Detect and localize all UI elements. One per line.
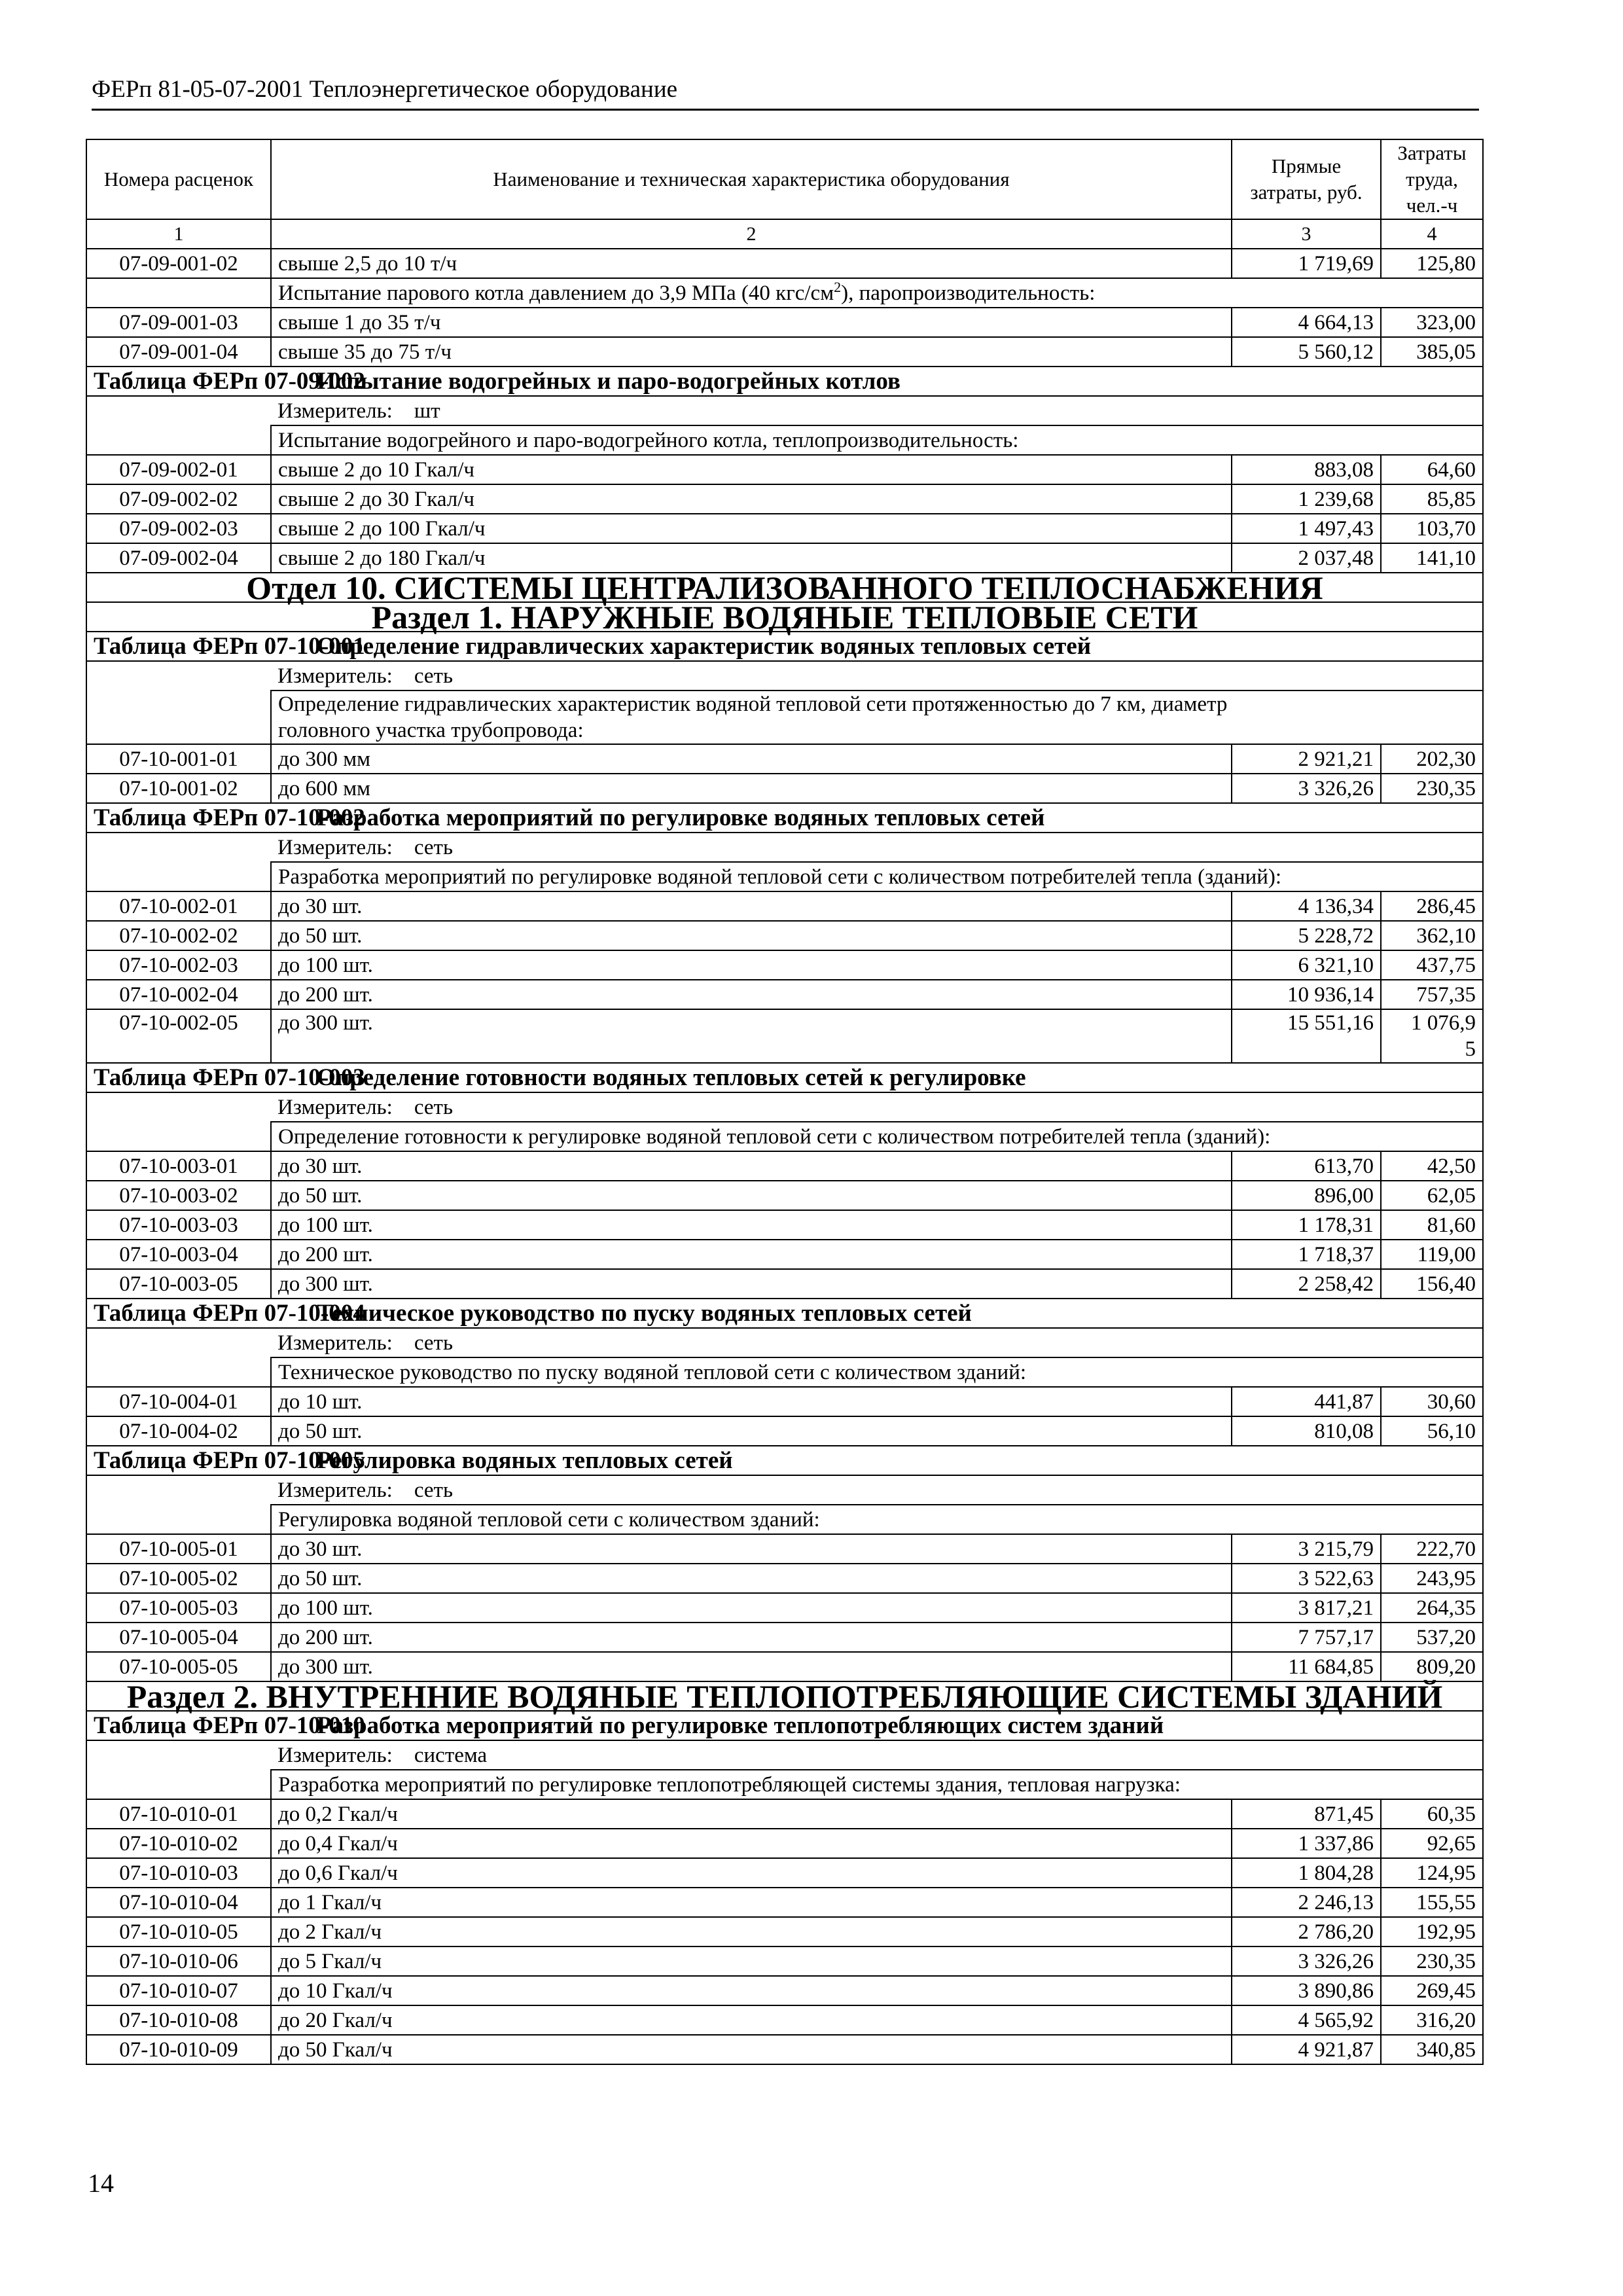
rate-code: 07-10-010-07 [86,1976,271,2005]
table-number: Таблица ФЕРп 07-10-004 [86,1299,271,1328]
rate-code: 07-10-003-01 [86,1151,271,1181]
labor-cost: 85,85 [1381,484,1483,514]
table-title-row [86,803,1483,833]
section-heading-row [86,1681,1483,1711]
direct-cost: 896,00 [1232,1181,1381,1210]
direct-cost: 1 719,69 [1232,249,1381,278]
labor-cost: 385,05 [1381,337,1483,367]
labor-cost: 437,75 [1381,950,1483,980]
table-title: Разработка мероприятий по регулировке теплопотребляющих систем зданий [271,1711,1483,1740]
column-number: 2 [271,219,1232,249]
column-header-name: Наименование и техническая характеристика оборудования [271,139,1232,219]
table-row [86,1009,1483,1063]
rate-code: 07-10-005-04 [86,1623,271,1652]
description-row [86,1505,1483,1534]
labor-cost: 230,35 [1381,1946,1483,1976]
measure-text: Измеритель: шт [271,396,1483,425]
description-text: Разработка мероприятий по регулировке теплопотребляющей системы здания, тепловая нагрузка: [271,1770,1483,1799]
description-row [86,278,1483,308]
section-heading: Раздел 2. ВНУТРЕННИЕ ВОДЯНЫЕ ТЕПЛОПОТРЕБЛЯЮЩИЕ СИСТЕМЫ ЗДАНИЙ [86,1681,1483,1711]
rate-code: 07-10-010-04 [86,1888,271,1917]
table-row [86,744,1483,774]
rate-code: 07-10-010-06 [86,1946,271,1976]
rate-name: до 0,4 Гкал/ч [271,1829,1232,1858]
direct-cost: 1 239,68 [1232,484,1381,514]
rate-name: свыше 2 до 180 Гкал/ч [271,543,1232,573]
labor-cost: 316,20 [1381,2005,1483,2035]
table-number: Таблица ФЕРп 07-10-010 [86,1711,271,1740]
table-number: Таблица ФЕРп 07-10-002 [86,803,271,833]
rate-name: до 100 шт. [271,950,1232,980]
column-number: 4 [1381,219,1483,249]
direct-cost: 810,08 [1232,1416,1381,1446]
rate-code: 07-10-010-03 [86,1858,271,1888]
section-heading-row [86,573,1483,602]
labor-cost: 230,35 [1381,774,1483,803]
table-title: Разработка мероприятий по регулировке водяных тепловых сетей [271,803,1483,833]
table-row [86,1210,1483,1240]
table-row [86,2005,1483,2035]
rate-code: 07-09-002-03 [86,514,271,543]
description-text: Испытание парового котла давлением до 3,9 МПа (40 кгс/$см^2$), паропроизводительность: [271,278,1483,308]
rate-code: 07-10-003-05 [86,1269,271,1299]
table-title-row [86,1063,1483,1092]
table-row [86,1387,1483,1416]
table-title-row [86,1711,1483,1740]
table-row [86,891,1483,921]
labor-cost: 362,10 [1381,921,1483,950]
rate-name: до 200 шт. [271,1240,1232,1269]
direct-cost: 15 551,16 [1232,1009,1381,1063]
labor-cost: 56,10 [1381,1416,1483,1446]
rate-name: до 200 шт. [271,1623,1232,1652]
rate-code: 07-10-003-03 [86,1210,271,1240]
rate-name: свыше 2,5 до 10 т/ч [271,249,1232,278]
table-row [86,1917,1483,1946]
labor-cost: 269,45 [1381,1976,1483,2005]
direct-cost: 2 786,20 [1232,1917,1381,1946]
labor-cost: 155,55 [1381,1888,1483,1917]
direct-cost: 441,87 [1232,1387,1381,1416]
labor-cost: 64,60 [1381,455,1483,484]
rate-code: 07-10-001-01 [86,744,271,774]
direct-cost: 871,45 [1232,1799,1381,1829]
table-row [86,1181,1483,1210]
rate-code: 07-10-010-05 [86,1917,271,1946]
table-row [86,774,1483,803]
labor-cost: 192,95 [1381,1917,1483,1946]
table-row [86,514,1483,543]
measure-text: Измеритель: система [271,1740,1483,1770]
measure-row [86,1092,1483,1122]
direct-cost: 3 326,26 [1232,774,1381,803]
labor-cost: 202,30 [1381,744,1483,774]
labor-cost: 264,35 [1381,1593,1483,1623]
table-header-row [86,139,1483,219]
table-title-row [86,632,1483,661]
direct-cost: 3 522,63 [1232,1564,1381,1593]
table-number: Таблица ФЕРп 07-09-002 [86,367,271,396]
description-text: Разработка мероприятий по регулировке водяной тепловой сети с количеством потребителей тепла (зданий): [271,862,1483,891]
description-row [86,1770,1483,1799]
column-number: 3 [1232,219,1381,249]
rate-name: до 0,6 Гкал/ч [271,1858,1232,1888]
table-row [86,1240,1483,1269]
rate-name: до 5 Гкал/ч [271,1946,1232,1976]
rate-name: до 100 шт. [271,1593,1232,1623]
rate-name: до 1 Гкал/ч [271,1888,1232,1917]
rate-code: 07-09-002-04 [86,543,271,573]
table-row [86,1799,1483,1829]
rate-code: 07-10-001-02 [86,774,271,803]
measure-row [86,1475,1483,1505]
direct-cost: 2 258,42 [1232,1269,1381,1299]
description-row [86,1357,1483,1387]
rate-name: свыше 2 до 100 Гкал/ч [271,514,1232,543]
rate-code: 07-10-010-09 [86,2035,271,2064]
direct-cost: 11 684,85 [1232,1652,1381,1681]
rate-code: 07-09-002-01 [86,455,271,484]
measure-text: Измеритель: сеть [271,1328,1483,1357]
rate-code: 07-10-005-03 [86,1593,271,1623]
rate-name: до 10 шт. [271,1387,1232,1416]
section-heading-row [86,602,1483,632]
table-title: Испытание водогрейных и паро-водогрейных котлов [271,367,1483,396]
labor-cost: 141,10 [1381,543,1483,573]
table-row [86,950,1483,980]
table-title-row [86,367,1483,396]
rate-code: 07-09-001-04 [86,337,271,367]
table-row [86,337,1483,367]
rate-code: 07-10-002-02 [86,921,271,950]
labor-cost: 757,35 [1381,980,1483,1009]
table-title-row [86,1299,1483,1328]
direct-cost: 4 565,92 [1232,2005,1381,2035]
labor-cost: 1 076,9 5 [1381,1009,1483,1063]
direct-cost: 7 757,17 [1232,1623,1381,1652]
section-heading: Раздел 1. НАРУЖНЫЕ ВОДЯНЫЕ ТЕПЛОВЫЕ СЕТИ [86,602,1483,632]
table-row [86,249,1483,278]
rate-code: 07-10-002-05 [86,1009,271,1063]
column-header-labor: Затраты труда, чел.-ч [1381,139,1483,219]
rates-table [86,139,1484,2065]
table-title: Определение готовности водяных тепловых сетей к регулировке [271,1063,1483,1092]
rate-name: до 10 Гкал/ч [271,1976,1232,2005]
table-title-row [86,1446,1483,1475]
labor-cost: 42,50 [1381,1151,1483,1181]
description-text: Определение гидравлических характеристик водяной тепловой сети протяженностью до 7 км, диаметр головного участка трубопровода: [271,691,1483,744]
direct-cost: 4 921,87 [1232,2035,1381,2064]
rate-code: 07-10-002-01 [86,891,271,921]
direct-cost: 1 718,37 [1232,1240,1381,1269]
rate-code: 07-10-003-04 [86,1240,271,1269]
table-row [86,1946,1483,1976]
measure-row [86,1740,1483,1770]
rate-code: 07-10-005-01 [86,1534,271,1564]
direct-cost: 3 215,79 [1232,1534,1381,1564]
direct-cost: 6 321,10 [1232,950,1381,980]
direct-cost: 4 136,34 [1232,891,1381,921]
description-row [86,425,1483,455]
table-row [86,1151,1483,1181]
table-row [86,1593,1483,1623]
labor-cost: 30,60 [1381,1387,1483,1416]
table-row [86,1652,1483,1681]
measure-row [86,833,1483,862]
direct-cost: 3 817,21 [1232,1593,1381,1623]
rate-name: до 30 шт. [271,891,1232,921]
table-row [86,1888,1483,1917]
rate-code: 07-09-001-03 [86,308,271,337]
table-row [86,1858,1483,1888]
rate-name: до 50 шт. [271,1416,1232,1446]
direct-cost: 2 246,13 [1232,1888,1381,1917]
labor-cost: 124,95 [1381,1858,1483,1888]
rate-name: свыше 1 до 35 т/ч [271,308,1232,337]
table-row [86,921,1483,950]
rate-code: 07-10-005-05 [86,1652,271,1681]
direct-cost: 3 890,86 [1232,1976,1381,2005]
rate-code: 07-09-002-02 [86,484,271,514]
section-heading: Отдел 10. СИСТЕМЫ ЦЕНТРАЛИЗОВАННОГО ТЕПЛОСНАБЖЕНИЯ [86,573,1483,602]
table-row [86,1623,1483,1652]
column-number-row [86,219,1483,249]
measure-row [86,661,1483,691]
rate-code: 07-10-002-03 [86,950,271,980]
rate-name: до 50 шт. [271,921,1232,950]
labor-cost: 286,45 [1381,891,1483,921]
rate-name: до 300 мм [271,744,1232,774]
rate-name: до 20 Гкал/ч [271,2005,1232,2035]
rate-name: до 50 шт. [271,1181,1232,1210]
column-number: 1 [86,219,271,249]
rate-name: до 50 Гкал/ч [271,2035,1232,2064]
table-row [86,1564,1483,1593]
labor-cost: 60,35 [1381,1799,1483,1829]
table-row [86,308,1483,337]
measure-text: Измеритель: сеть [271,833,1483,862]
table-row [86,1269,1483,1299]
measure-row [86,396,1483,425]
measure-text: Измеритель: сеть [271,661,1483,691]
table-number: Таблица ФЕРп 07-10-003 [86,1063,271,1092]
direct-cost: 2 037,48 [1232,543,1381,573]
column-header-cost: Прямые затраты, руб. [1232,139,1381,219]
labor-cost: 125,80 [1381,249,1483,278]
rate-name: свыше 2 до 10 Гкал/ч [271,455,1232,484]
direct-cost: 5 228,72 [1232,921,1381,950]
table-row [86,1416,1483,1446]
rate-name: до 30 шт. [271,1151,1232,1181]
description-row [86,691,1483,744]
table-row [86,484,1483,514]
rate-code: 07-10-010-08 [86,2005,271,2035]
description-text: Техническое руководство по пуску водяной тепловой сети с количеством зданий: [271,1357,1483,1387]
table-row [86,2035,1483,2064]
rate-name: до 0,2 Гкал/ч [271,1799,1232,1829]
rate-code: 07-10-003-02 [86,1181,271,1210]
rate-name: до 300 шт. [271,1269,1232,1299]
rate-name: до 300 шт. [271,1652,1232,1681]
labor-cost: 323,00 [1381,308,1483,337]
direct-cost: 2 921,21 [1232,744,1381,774]
table-row [86,543,1483,573]
table-number: Таблица ФЕРп 07-10-005 [86,1446,271,1475]
labor-cost: 809,20 [1381,1652,1483,1681]
labor-cost: 156,40 [1381,1269,1483,1299]
description-text: Определение готовности к регулировке водяной тепловой сети с количеством потребителей тепла (зданий): [271,1122,1483,1151]
rate-name: до 100 шт. [271,1210,1232,1240]
description-row [86,1122,1483,1151]
rate-code: 07-10-010-02 [86,1829,271,1858]
measure-row [86,1328,1483,1357]
labor-cost: 340,85 [1381,2035,1483,2064]
rate-name: свыше 35 до 75 т/ч [271,337,1232,367]
direct-cost: 1 804,28 [1232,1858,1381,1888]
direct-cost: 3 326,26 [1232,1946,1381,1976]
rate-code: 07-09-001-02 [86,249,271,278]
labor-cost: 103,70 [1381,514,1483,543]
rate-code: 07-10-004-02 [86,1416,271,1446]
table-title: Регулировка водяных тепловых сетей [271,1446,1483,1475]
rate-code: 07-10-005-02 [86,1564,271,1593]
table-row [86,1829,1483,1858]
table-row [86,980,1483,1009]
rate-name: до 30 шт. [271,1534,1232,1564]
rate-name: до 300 шт. [271,1009,1232,1063]
direct-cost: 10 936,14 [1232,980,1381,1009]
rate-code: 07-10-002-04 [86,980,271,1009]
direct-cost: 1 497,43 [1232,514,1381,543]
table-title: Техническое руководство по пуску водяных тепловых сетей [271,1299,1483,1328]
rate-code: 07-10-004-01 [86,1387,271,1416]
table-number: Таблица ФЕРп 07-10-001 [86,632,271,661]
direct-cost: 1 178,31 [1232,1210,1381,1240]
labor-cost: 537,20 [1381,1623,1483,1652]
running-header: ФЕРп 81-05-07-2001 Теплоэнергетическое оборудование [92,73,1479,111]
labor-cost: 92,65 [1381,1829,1483,1858]
table-row [86,1976,1483,2005]
rate-name: до 200 шт. [271,980,1232,1009]
page-number: 14 [88,2168,114,2198]
labor-cost: 62,05 [1381,1181,1483,1210]
table-row [86,1534,1483,1564]
labor-cost: 243,95 [1381,1564,1483,1593]
table-title: Определение гидравлических характеристик водяных тепловых сетей [271,632,1483,661]
direct-cost: 4 664,13 [1232,308,1381,337]
direct-cost: 5 560,12 [1232,337,1381,367]
measure-text: Измеритель: сеть [271,1475,1483,1505]
rate-code: 07-10-010-01 [86,1799,271,1829]
rate-name: свыше 2 до 30 Гкал/ч [271,484,1232,514]
labor-cost: 81,60 [1381,1210,1483,1240]
description-text: Регулировка водяной тепловой сети с количеством зданий: [271,1505,1483,1534]
measure-text: Измеритель: сеть [271,1092,1483,1122]
labor-cost: 222,70 [1381,1534,1483,1564]
table-row [86,455,1483,484]
rate-name: до 2 Гкал/ч [271,1917,1232,1946]
direct-cost: 883,08 [1232,455,1381,484]
direct-cost: 613,70 [1232,1151,1381,1181]
description-row [86,862,1483,891]
direct-cost: 1 337,86 [1232,1829,1381,1858]
rate-name: до 50 шт. [271,1564,1232,1593]
column-header-codes: Номера расценок [86,139,271,219]
labor-cost: 119,00 [1381,1240,1483,1269]
description-text: Испытание водогрейного и паро-водогрейного котла, теплопроизводительность: [271,425,1483,455]
rate-name: до 600 мм [271,774,1232,803]
